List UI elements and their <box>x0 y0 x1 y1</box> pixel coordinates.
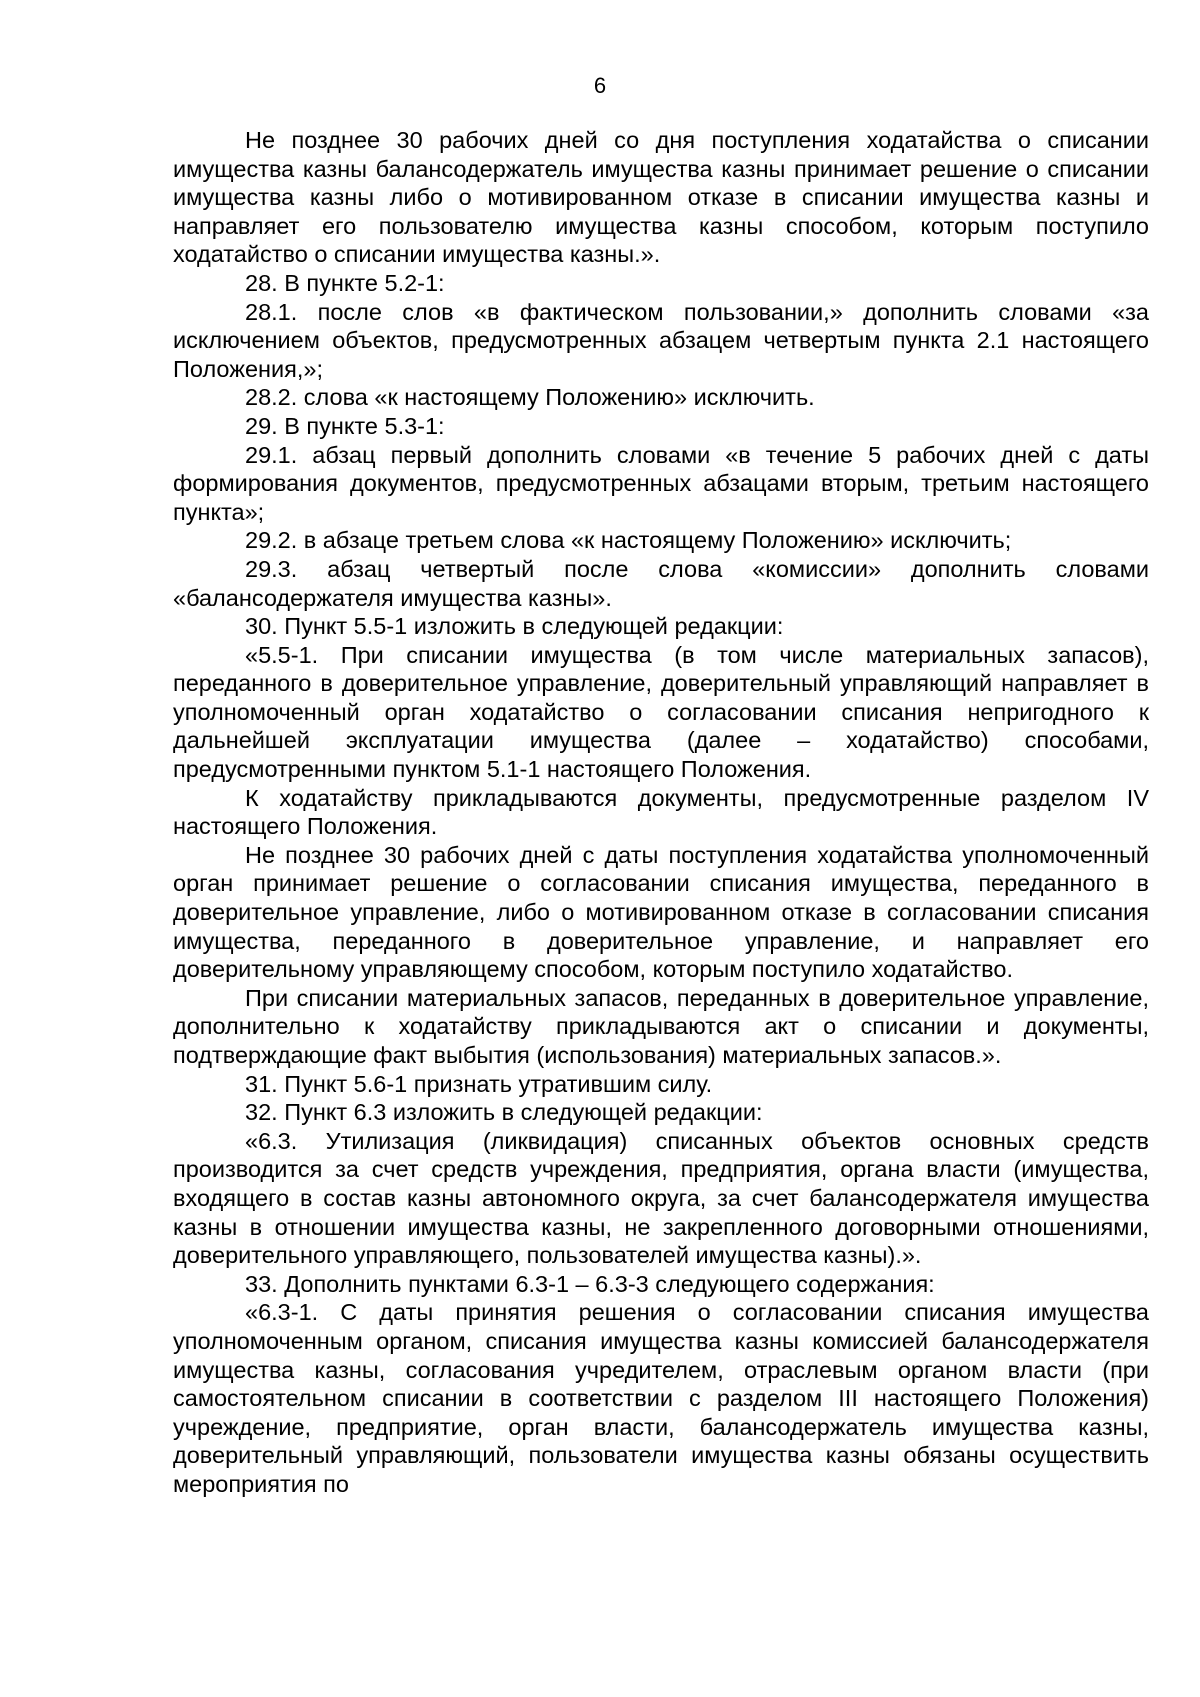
paragraph: 29.2. в абзаце третьем слова «к настоящему Положению» исключить; <box>245 527 1012 554</box>
paragraph: 29.3. абзац четвертый после слова «комиссии» дополнить словами «балансодержателя имущества казны». <box>173 555 1149 611</box>
paragraph: 29.1. абзац первый дополнить словами «в течение 5 рабочих дней с даты формирования документов, предусмотренных абзацами вторым, третьим настоящего пункта»; <box>173 441 1149 525</box>
paragraph: К ходатайству прикладываются документы, предусмотренные разделом IV настоящего Положения. <box>173 784 1149 840</box>
paragraph: 29. В пункте 5.3-1: <box>245 412 445 439</box>
paragraph: Не позднее 30 рабочих дней с даты поступления ходатайства уполномоченный орган принимает решение о согласовании списания имущества, переданного в доверительное управление, либо о мотивированном отказе в согласовании списания имущества, переданного в доверительное управление, и направляет его доверительному управляющему способом, которым поступило ходатайство. <box>173 841 1149 983</box>
page-number: 6 <box>593 73 607 98</box>
paragraph: 32. Пункт 6.3 изложить в следующей редакции: <box>245 1099 763 1126</box>
paragraph: 28.1. после слов «в фактическом пользовании,» дополнить словами «за исключением объектов, предусмотренных абзацем четвертым пункта 2.1 настоящего Положения,»; <box>173 298 1149 382</box>
paragraph: 28.2. слова «к настоящему Положению» исключить. <box>245 384 815 411</box>
paragraph: 33. Дополнить пунктами 6.3-1 – 6.3-3 следующего содержания: <box>245 1270 935 1297</box>
paragraph: При списании материальных запасов, переданных в доверительное управление, дополнительно к ходатайству прикладываются акт о списании и документы, подтверждающие факт выбытия (использования) материальных запасов.». <box>173 984 1149 1068</box>
paragraph: Не позднее 30 рабочих дней со дня поступления ходатайства о списании имущества казны балансодержатель имущества казны принимает решение о списании имущества казны либо о мотивированном отказе в списании имущества казны и направляет его пользователю имущества казны способом, которым поступило ходатайство о списании имущества казны.». <box>173 127 1149 268</box>
paragraph: «6.3-1. С даты принятия решения о согласовании списания имущества уполномоченным органом, списания имущества казны комиссией балансодержателя имущества казны, согласования учредителем, отраслевым органом власти (при самостоятельном списании в соответствии с разделом III настоящего Положения) учреждение, предприятие, орган власти, балансодержатель имущества казны, доверительный управляющий, пользователи имущества казны обязаны осуществить мероприятия по <box>173 1299 1149 1497</box>
paragraph: 30. Пункт 5.5-1 изложить в следующей редакции: <box>245 613 784 640</box>
paragraph: «6.3. Утилизация (ликвидация) списанных объектов основных средств производится за счет средств учреждения, предприятия, органа власти (имущества, входящего в состав казны автономного округа, за счет балансодержателя имущества казны в отношении имущества казны, не закрепленного договорными отношениями, доверительного управляющего, пользователей имущества казны).». <box>173 1127 1149 1269</box>
paragraph: 28. В пункте 5.2-1: <box>245 269 445 296</box>
paragraph: 31. Пункт 5.6-1 признать утратившим силу. <box>245 1070 713 1097</box>
document-body <box>173 126 1149 1499</box>
paragraph: «5.5-1. При списании имущества (в том числе материальных запасов), переданного в доверительное управление, доверительный управляющий направляет в уполномоченный орган ходатайство о согласовании списания непригодного к дальнейшей эксплуатации имущества (далее – ходатайство) способами, предусмотренными пунктом 5.1-1 настоящего Положения. <box>173 641 1149 783</box>
